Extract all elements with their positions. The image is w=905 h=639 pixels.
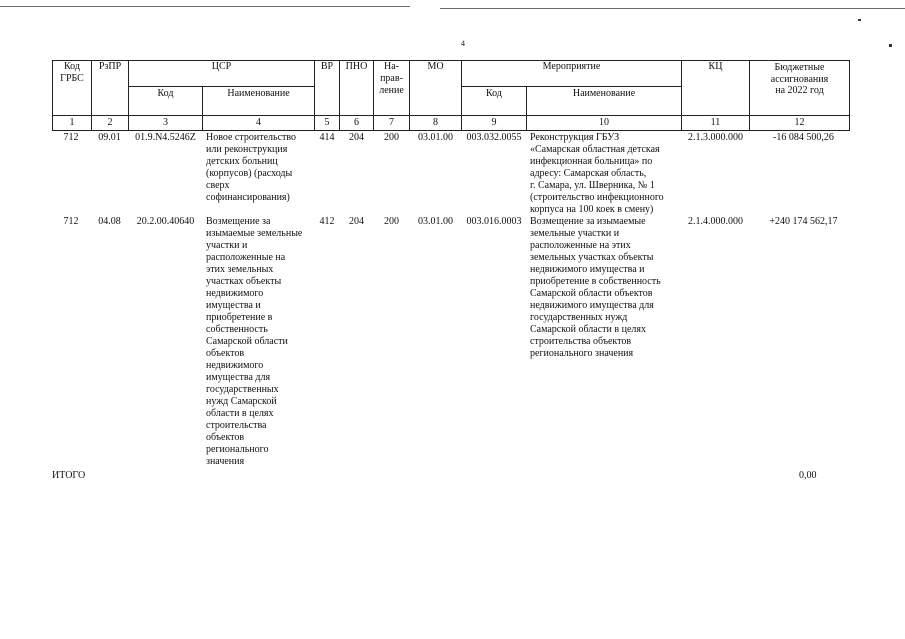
header-vr: ВР bbox=[320, 61, 334, 72]
header-csr-name: Наименование bbox=[227, 88, 290, 99]
row-csr-kod: 01.9.N4.5246Z bbox=[135, 132, 196, 143]
header-mo: МО bbox=[427, 61, 444, 72]
column-number: 2 bbox=[107, 117, 113, 128]
row-pno: 204 bbox=[349, 132, 364, 143]
row-kc: 2.1.3.000.000 bbox=[688, 132, 743, 143]
scan-speck bbox=[889, 44, 892, 47]
scan-speck bbox=[858, 19, 861, 21]
total-value: 0,00 bbox=[799, 470, 817, 481]
row-napr: 200 bbox=[384, 132, 399, 143]
column-number: 11 bbox=[710, 117, 721, 128]
budget-table bbox=[52, 60, 850, 132]
row-mo: 03.01.00 bbox=[418, 216, 453, 227]
header-kod-grbs: Код ГРБС bbox=[60, 61, 84, 84]
row-mer-name: Возмещение за изымаемые земельные участки и расположенные на этих земельных участках объекты недвижимого имущества и приобретение в собственность Самарской области объектов недвижимого имущества для государственных нужд Самарской области в целях строительства объектов регионального значения bbox=[530, 216, 661, 359]
column-number: 6 bbox=[354, 117, 359, 128]
row-rzpr: 04.08 bbox=[98, 216, 121, 227]
column-number: 3 bbox=[163, 117, 168, 128]
column-number: 5 bbox=[324, 117, 330, 128]
row-grbs: 712 bbox=[63, 132, 79, 143]
header-meropriyatie: Мероприятие bbox=[542, 61, 601, 72]
header-pno: ПНО bbox=[345, 61, 368, 72]
header-kc: КЦ bbox=[708, 61, 723, 72]
row-napr: 200 bbox=[384, 216, 399, 227]
header-mer-name: Наименование bbox=[572, 88, 636, 99]
header-napr-3: ление bbox=[379, 85, 404, 96]
row-vr: 412 bbox=[319, 216, 335, 227]
total-label: ИТОГО bbox=[52, 470, 86, 481]
column-number: 9 bbox=[491, 117, 497, 128]
row-rzpr: 09.01 bbox=[98, 132, 121, 143]
row-kc: 2.1.4.000.000 bbox=[688, 216, 743, 227]
row-vr: 414 bbox=[319, 132, 335, 143]
column-number: 10 bbox=[599, 117, 609, 128]
row-mer-kod: 003.032.0055 bbox=[466, 132, 522, 143]
row-mer-name: Реконструкция ГБУЗ «Самарская областная детская инфекционная больница» по адресу: Самарская область, г. Самара, ул. Шверника, № 1 (строительство инфекционного корпуса на 100 коек в смену) bbox=[530, 132, 664, 215]
row-mer-kod: 003.016.0003 bbox=[466, 216, 522, 227]
row-grbs: 712 bbox=[63, 216, 79, 227]
header-budget-3: на 2022 год bbox=[775, 85, 824, 96]
row-pno: 204 bbox=[349, 216, 364, 227]
row-csr-kod: 20.2.00.40640 bbox=[136, 216, 195, 227]
scan-edge-line-left bbox=[0, 6, 410, 7]
page-number: 4 bbox=[461, 39, 465, 48]
header-napr-2: прав- bbox=[380, 73, 403, 84]
row-amount: +240 174 562,17 bbox=[769, 216, 838, 227]
header-mer-kod: Код bbox=[486, 88, 502, 99]
column-number: 12 bbox=[794, 117, 805, 128]
column-number: 7 bbox=[389, 117, 394, 128]
column-number: 4 bbox=[256, 117, 261, 128]
column-number: 8 bbox=[433, 117, 438, 128]
header-napr-1: На- bbox=[384, 61, 399, 72]
header-csr: ЦСР bbox=[211, 61, 232, 72]
column-number: 1 bbox=[69, 117, 75, 128]
header-budget-2: ассигнования bbox=[770, 74, 829, 85]
row-mo: 03.01.00 bbox=[418, 132, 453, 143]
scan-edge-line-right bbox=[440, 8, 905, 9]
header-budget-1: Бюджетные bbox=[774, 62, 825, 73]
row-amount: -16 084 500,26 bbox=[773, 132, 834, 143]
row-csr-name: Новое строительство или реконструкция детских больниц (корпусов) (расходы сверх софинансирования) bbox=[206, 132, 297, 203]
header-csr-kod: Код bbox=[157, 88, 174, 99]
header-rzpr: РзПР bbox=[98, 61, 122, 72]
row-csr-name: Возмещение за изымаемые земельные участки и расположенные на этих земельных участках объекты недвижимого имущества и приобретение в собственность Самарской области объектов недвижимого имущества для государственных нужд Самарской области в целях строительства объектов регионального значения bbox=[206, 216, 303, 467]
